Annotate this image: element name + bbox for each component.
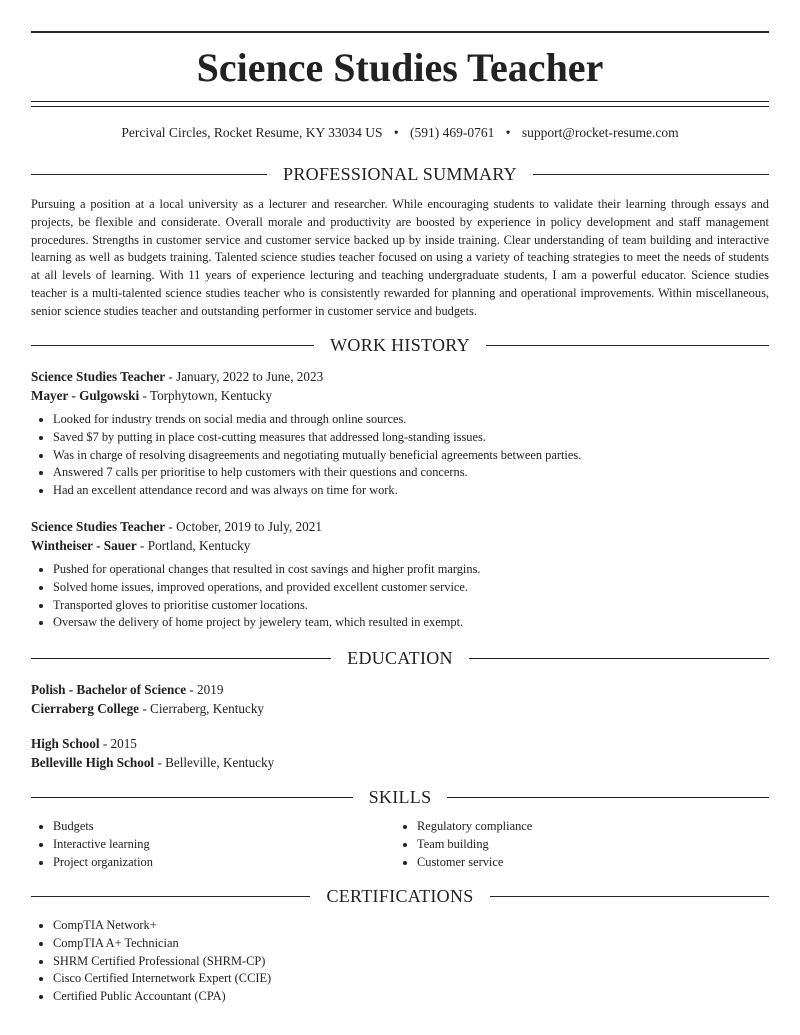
job-bullet: • Saved $7 by putting in place cost-cutting measures that addressed long-standing issues.	[53, 429, 769, 447]
skill-item: • Budgets	[53, 818, 395, 836]
certifications-items	[31, 917, 769, 1006]
section-rule	[486, 345, 769, 346]
education-school: Cierraberg College	[31, 700, 140, 716]
education-year: - 2019	[186, 682, 224, 697]
job-bullet: • Transported gloves to prioritise customer locations.	[53, 597, 769, 615]
skill-item: • Regulatory compliance	[417, 818, 759, 836]
job-bullet: • Was in charge of resolving disagreements and negotiating mutually beneficial agreements between parties.	[53, 447, 769, 465]
section-rule	[31, 345, 314, 346]
work-heading: WORK HISTORY	[330, 335, 470, 355]
section-rule	[31, 896, 310, 897]
top-divider	[31, 31, 769, 33]
job-bullet: • Oversaw the delivery of home project by jewelery team, which resulted in exempt.	[53, 614, 769, 632]
skill-item: • Customer service	[417, 854, 759, 872]
education-school-line	[31, 754, 769, 773]
education-heading: EDUCATION	[347, 648, 453, 668]
job-bullet: • Answered 7 calls per prioritise to help customers with their questions and concerns.	[53, 464, 769, 482]
job-bullets	[31, 561, 769, 632]
job-company: Mayer - Gulgowski	[31, 388, 140, 403]
education-entry	[31, 735, 769, 772]
skills-section-header	[31, 785, 769, 809]
section-rule	[469, 658, 769, 659]
certification-item: • CompTIA A+ Technician	[53, 935, 769, 953]
job-title: Science Studies Teacher	[31, 369, 166, 384]
certification-item: • CompTIA Network+	[53, 917, 769, 935]
education-degree-line	[31, 735, 769, 754]
education-degree-line	[31, 681, 769, 700]
job-bullet: • Solved home issues, improved operations, and provided excellent customer service.	[53, 579, 769, 597]
contact-separator: •	[505, 125, 511, 140]
education-school-line	[31, 700, 769, 719]
job-entry	[31, 517, 769, 632]
skills-column-left	[31, 818, 395, 871]
job-title: Science Studies Teacher	[31, 519, 166, 534]
section-rule	[490, 896, 769, 897]
resume-name: Science Studies Teacher	[196, 45, 604, 90]
job-location: - Torphytown, Kentucky	[139, 388, 273, 403]
job-company-line	[31, 386, 769, 405]
section-rule	[31, 797, 353, 798]
job-bullet: • Looked for industry trends on social media and through online sources.	[53, 411, 769, 429]
certification-item: • Cisco Certified Internetwork Expert (CCIE)	[53, 970, 769, 988]
job-title-line	[31, 367, 769, 386]
section-rule	[447, 797, 769, 798]
skill-item: • Project organization	[53, 854, 395, 872]
summary-section-header	[31, 162, 769, 186]
education-school: Belleville High School	[31, 754, 155, 770]
skills-heading: SKILLS	[368, 787, 432, 807]
education-location: - Belleville, Kentucky	[154, 754, 275, 770]
job-location: - Portland, Kentucky	[136, 538, 251, 553]
certification-item: • Certified Public Accountant (CPA)	[53, 988, 769, 1006]
contact-phone: (591) 469-0761	[410, 125, 495, 140]
education-entry	[31, 681, 769, 718]
section-rule	[533, 174, 769, 175]
header-double-divider	[31, 101, 769, 107]
contact-email: support@rocket-resume.com	[521, 125, 679, 140]
education-degree: High School	[31, 736, 100, 751]
skills-list	[31, 818, 769, 871]
certifications-section-header	[31, 884, 769, 908]
skill-item: • Team building	[417, 836, 759, 854]
skill-item: • Interactive learning	[53, 836, 395, 854]
job-title-line	[31, 517, 769, 536]
job-entry	[31, 367, 769, 500]
job-company-line	[31, 536, 769, 555]
certification-item: • SHRM Certified Professional (SHRM-CP)	[53, 953, 769, 971]
contact-address: Percival Circles, Rocket Resume, KY 33034 US	[121, 125, 383, 140]
job-dates: - January, 2022 to June, 2023	[165, 369, 324, 384]
certifications-list	[31, 917, 769, 1006]
work-section-header	[31, 333, 769, 357]
contact-separator: •	[393, 125, 399, 140]
job-bullets	[31, 411, 769, 500]
education-location: - Cierraberg, Kentucky	[139, 700, 265, 716]
job-bullet: • Pushed for operational changes that resulted in cost savings and higher profit margins.	[53, 561, 769, 579]
job-company: Wintheiser - Sauer	[31, 538, 137, 553]
contact-line	[31, 124, 769, 142]
job-bullet: • Had an excellent attendance record and was always on time for work.	[53, 482, 769, 500]
skills-column-right	[395, 818, 759, 871]
summary-text: Pursuing a position at a local university as a lecturer and researcher. While encouraging students to validate their learning through essays and projects, be flexible and considerate. Overall morale and productivity are boosted by experience in policy development and staff management procedures. Strengths in customer service and customer service backed up by inside training. Clear understanding of team building and interactive learning as well as budgets training. Talented science studies teacher focused on using a variety of teaching strategies to meet the needs of students at all levels of learning. With 11 years of experience lecturing and teaching undergraduate students, I am a powerful educator. Science studies teacher is a multi-talented science studies teacher who is consistently rewarded for planning and operational improvements. Within miscellaneous, senior science studies teacher and outstanding performer in customer service and budgets.	[31, 197, 769, 318]
summary-heading: PROFESSIONAL SUMMARY	[283, 164, 517, 184]
section-rule	[31, 174, 267, 175]
job-dates: - October, 2019 to July, 2021	[165, 519, 322, 534]
certifications-heading: CERTIFICATIONS	[326, 886, 474, 906]
section-rule	[31, 658, 331, 659]
education-degree: Polish - Bachelor of Science	[31, 682, 187, 697]
education-section-header	[31, 646, 769, 670]
education-year: - 2015	[99, 736, 137, 751]
